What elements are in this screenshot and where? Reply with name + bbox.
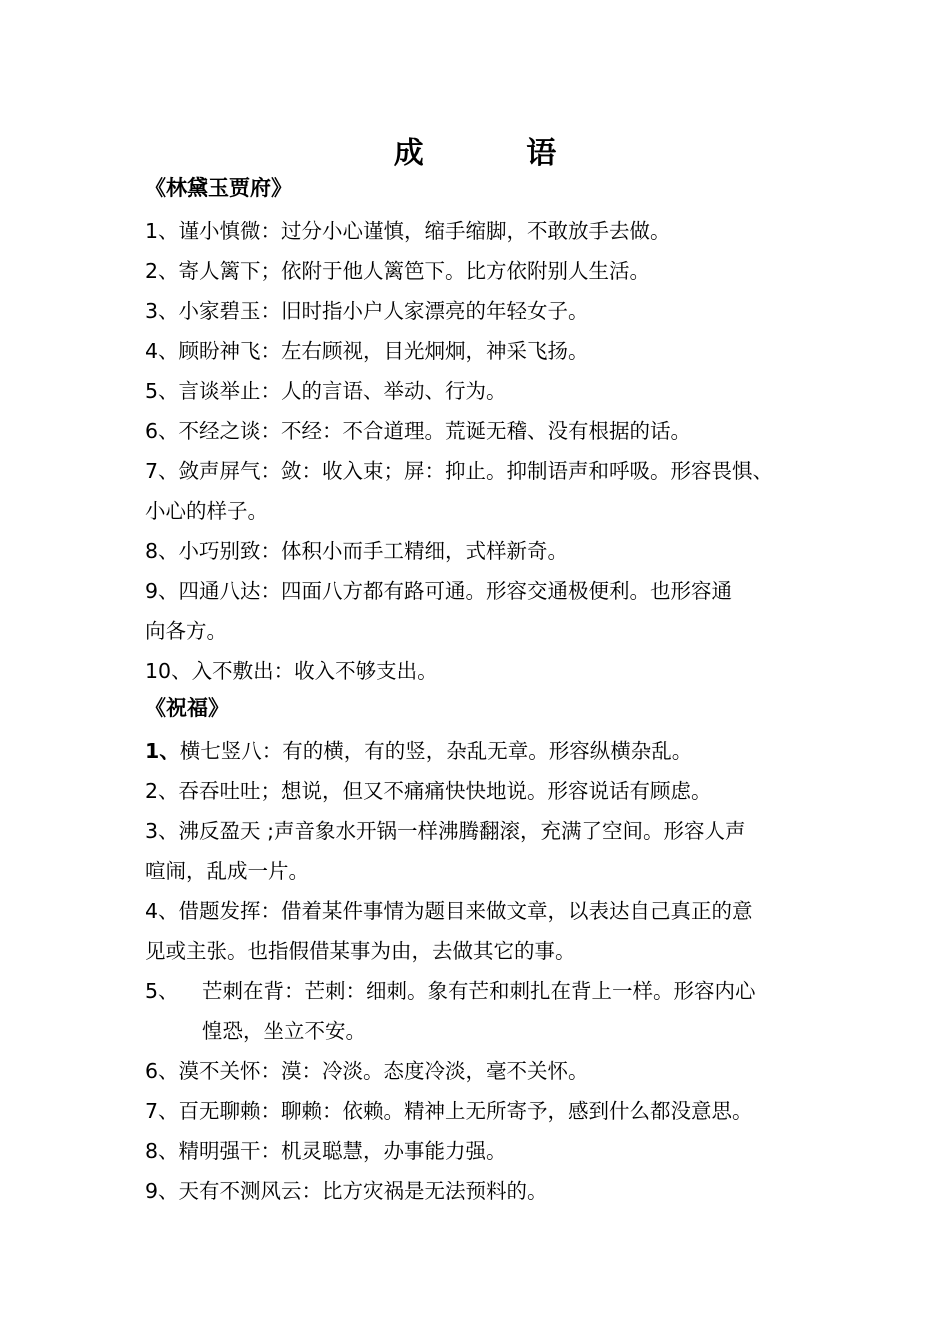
item-number: 3、: [145, 299, 179, 323]
item-text: 言谈举止：人的言语、举动、行为。: [178, 379, 507, 403]
item-text: 天有不测风云：比方灾祸是无法预料的。: [178, 1179, 548, 1203]
list-item-continuation: 小心的样子。: [145, 499, 268, 523]
list-item: [145, 774, 712, 804]
list-item-continuation: 向各方。: [145, 619, 227, 643]
list-item-continuation: 见或主张。也指假借某事为由，去做其它的事。: [145, 939, 576, 963]
item-text: 横七竖八：有的横，有的竖，杂乱无章。形容纵横杂乱。: [179, 739, 693, 763]
item-text: 吞吞吐吐；想说，但又不痛痛快快地说。形容说话有顾虑。: [178, 779, 712, 803]
item-text: 寄人篱下；依附于他人篱笆下。比方依附别人生活。: [178, 259, 651, 283]
list-item: [145, 1174, 548, 1204]
list-item: [145, 734, 692, 764]
item-text: 小巧别致：体积小而手工精细，式样新奇。: [178, 539, 569, 563]
item-number: 4、: [145, 899, 179, 923]
item-number: 4、: [145, 339, 179, 363]
list-item: [145, 454, 773, 484]
item-text: 沸反盈天 ;声音象水开锅一样沸腾翻滚，充满了空间。形容人声: [178, 819, 746, 843]
list-item: [145, 974, 756, 1004]
item-number: 10、: [145, 659, 192, 683]
item-number: 8、: [145, 1139, 179, 1163]
item-number: 6、: [145, 1059, 179, 1083]
list-item: [145, 574, 732, 604]
item-number: 8、: [145, 539, 179, 563]
item-text: 借题发挥：借着某件事情为题目来做文章，以表达自己真正的意: [178, 899, 753, 923]
item-text: 百无聊赖：聊赖：依赖。精神上无所寄予，感到什么都没意思。: [178, 1099, 753, 1123]
item-number: 9、: [145, 579, 179, 603]
section-heading: 《林黛玉贾府》: [145, 176, 292, 200]
item-number: 7、: [145, 459, 179, 483]
list-item: [145, 1054, 589, 1084]
list-item-continuation: 惶恐，坐立不安。: [202, 1019, 366, 1043]
list-item: [145, 894, 753, 924]
list-item: [145, 1134, 507, 1164]
list-item-continuation: 喧闹，乱成一片。: [145, 859, 309, 883]
document-title: 成 语: [393, 136, 603, 171]
list-item: [145, 334, 589, 364]
section-heading: 《祝福》: [145, 696, 229, 720]
item-text: 敛声屏气：敛：收入束；屏：抑止。抑制语声和呼吸。形容畏惧、: [178, 459, 774, 483]
item-number: 1、: [145, 739, 180, 763]
item-number: 9、: [145, 1179, 179, 1203]
item-text: 顾盼神飞：左右顾视，目光炯炯，神采飞扬。: [178, 339, 589, 363]
item-number: 5、: [145, 379, 179, 403]
item-text: 不经之谈：不经：不合道理。荒诞无稽、没有根据的话。: [178, 419, 692, 443]
item-text: 精明强干：机灵聪慧，办事能力强。: [178, 1139, 507, 1163]
list-item: [145, 214, 671, 244]
list-item: [145, 414, 691, 444]
item-number: 2、: [145, 779, 179, 803]
item-text: 谨小慎微：过分小心谨慎，缩手缩脚，不敢放手去做。: [178, 219, 671, 243]
list-item: [145, 294, 589, 324]
list-item: [145, 534, 568, 564]
list-item: [145, 1094, 753, 1124]
item-text: 入不敷出：收入不够支出。: [191, 659, 438, 683]
item-text: 四通八达：四面八方都有路可通。形容交通极便利。也形容通: [178, 579, 733, 603]
list-item: [145, 374, 507, 404]
item-number: 2、: [145, 259, 179, 283]
item-number: 1、: [145, 219, 179, 243]
list-item: [145, 654, 438, 684]
item-text: 芒刺在背：芒刺：细刺。象有芒和刺扎在背上一样。形容内心: [202, 979, 756, 1003]
item-number: 3、: [145, 819, 179, 843]
item-number: 6、: [145, 419, 179, 443]
item-number: 5、: [145, 979, 179, 1003]
item-number: 7、: [145, 1099, 179, 1123]
item-text: 小家碧玉：旧时指小户人家漂亮的年轻女子。: [178, 299, 589, 323]
list-item: [145, 254, 650, 284]
list-item: [145, 814, 745, 844]
item-text: 漠不关怀：漠：冷淡。态度冷淡，毫不关怀。: [178, 1059, 589, 1083]
